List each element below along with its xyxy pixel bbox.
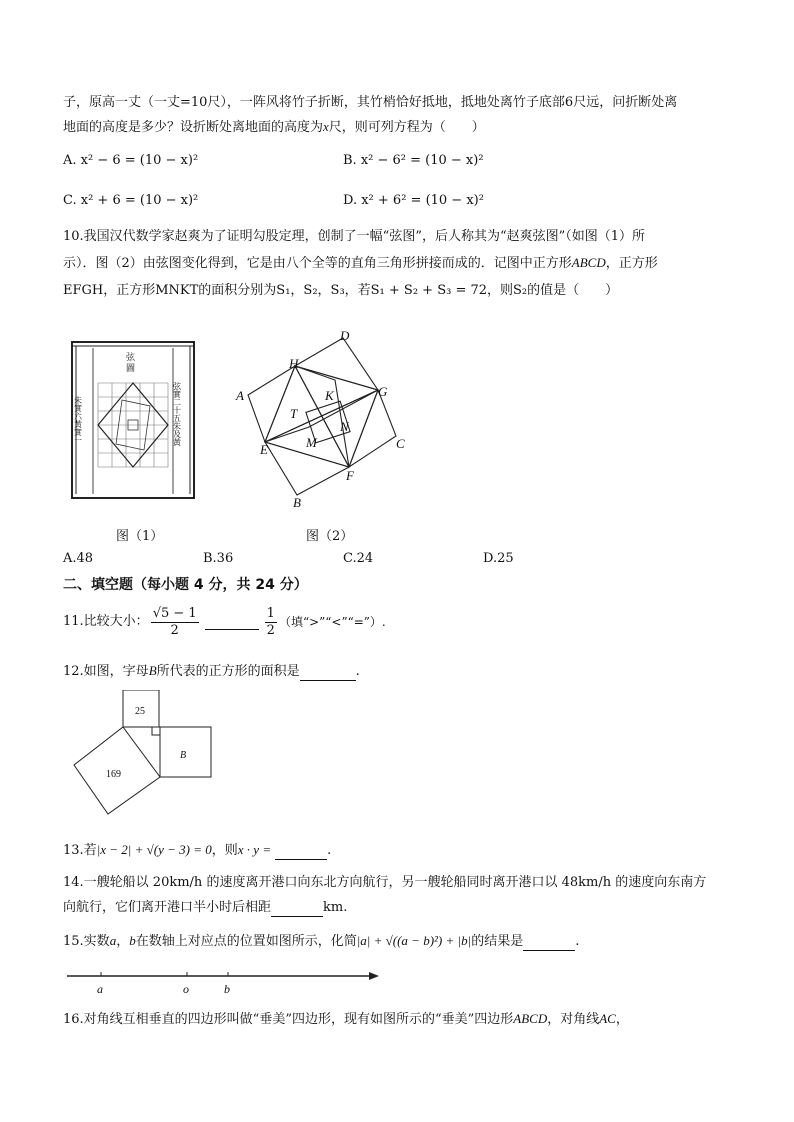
q12-stem: 12.如图，字母 [63,664,149,679]
q11-suffix: （填“>”“<”“=”）. [278,615,386,629]
q12-left-square-label: 169 [106,769,121,780]
q16-line [63,1010,629,1029]
q11-fraction-right-num: 1 [266,605,275,621]
q9-option-d: D. x² + 6² = (10 − x)² [343,193,484,208]
q16-end: ， [615,1012,629,1027]
q13-answer-blank[interactable] [275,845,327,860]
q11-prefix: 11.比较大小： [63,614,149,629]
q9-stem-line2 [63,118,485,137]
q16-text: 16.对角线互相垂直的四边形叫做“垂美”四边形，现有如图所示的“垂美”四边形 [63,1012,514,1027]
fig2-label-k: K [325,388,334,403]
fig2-label-a: A [236,388,244,403]
fig2-label-m: M [306,435,317,450]
q12-var: B [148,663,157,678]
q9-stem2-tail: 尺，则可列方程为（ ） [328,120,485,135]
q12-top-square-label: 25 [135,706,145,717]
q15-axis-b: b [224,982,230,996]
q15-end: . [575,934,580,949]
q15-axis-o: o [183,982,189,996]
q10-stem-line1: 10.我国汉代数学家赵爽为了证明勾股定理，创制了一幅“弦图”，后人称其为“赵爽弦图”（如图（1）所 [63,229,646,244]
q9-option-b: B. x² − 6² = (10 − x)² [343,153,484,168]
eight-triangle-square-figure [232,328,412,508]
fig2-label-n: N [340,419,349,434]
svg-text:圖: 圖 [126,363,136,373]
q15-expr: |a| + √((a − b)²) + |b| [356,933,472,948]
fig1-left-text: 朱實六黃實一 [73,396,83,444]
q9-stem2-var: x [323,119,329,134]
figure-2-caption: 图（2） [306,529,354,544]
fig2-label-b: B [293,495,301,508]
fig1-right-text: 弦實二十五朱及黃 [172,382,182,446]
q10-stem2-abcd: ABCD [571,255,606,270]
fig2-label-h: H [289,356,299,371]
q11-fraction-right [265,606,277,639]
q11-fraction-left-den: 2 [170,622,179,638]
q10-option-b: B.36 [203,551,234,566]
q10-stem-line3: EFGH，正方形MNKT的面积分别为S₁，S₂，S₃，若S₁ + S₂ + S₃ = 72，则S₂的值是（ ） [63,283,619,298]
q15-answer-blank[interactable] [523,936,575,951]
fig1-top-text: 弦 [126,352,136,362]
q14-line2 [63,899,347,917]
fig2-label-t: T [290,406,298,421]
q10-stem2-tail: ，正方形 [605,256,658,271]
fig2-label-c: C [396,436,405,451]
q12-answer-blank[interactable] [300,666,356,681]
q15-line [63,932,579,951]
q14-line2-tail: km. [323,900,348,915]
q10-option-d: D.25 [483,551,514,566]
figure-1-caption: 图（1） [116,529,164,544]
q15-b: b [129,933,136,948]
q14-line2-text: 向航行，它们离开港口半小时后相距 [63,900,272,915]
q12-line [63,662,360,681]
q12-right-square-label: B [180,750,187,761]
q13-mid: ，则 [211,843,238,858]
q9-option-a: A. x² − 6 = (10 − x)² [63,153,199,168]
zhao-shuang-chord-figure [70,338,196,500]
q11-fraction-left-num: √5 − 1 [152,605,197,621]
q16-ac: AC [599,1011,616,1026]
q16-mid: ，对角线 [547,1012,600,1027]
q13-end: . [327,843,332,858]
q13-prefix: 13.若 [63,843,97,858]
q14-line1: 14.一艘轮船以 20km/h 的速度离开港口向东北方向航行，另一艘轮船同时离开港口以 48km/h 的速度向东南方 [63,875,707,890]
q10-option-a: A.48 [63,551,94,566]
q10-option-c: C.24 [343,551,374,566]
fig2-label-g: G [378,384,388,399]
q12-tail: 所代表的正方形的面积是 [156,664,300,679]
q11-fraction-right-den: 2 [266,622,275,638]
q15-comma: ， [116,934,130,949]
fig2-label-f: F [346,468,354,483]
fig2-label-e: E [260,442,268,457]
q10-stem-line2 [63,254,658,273]
q15-tail: 的结果是 [471,934,524,949]
q15-mid: 在数轴上对应点的位置如图所示，化简 [135,934,357,949]
q9-option-c: C. x² + 6 = (10 − x)² [63,193,199,208]
q12-squares-figure [72,690,217,820]
q15-number-line [63,966,383,996]
fig2-label-d: D [340,328,350,343]
q9-stem-line1: 子，原高一丈（一丈=10尺），一阵风将竹子折断，其竹梢恰好抵地，抵地处离竹子底部6尺远，问折断处离 [63,95,678,110]
q11-answer-blank[interactable] [205,615,259,630]
q15-axis-a: a [97,982,103,996]
q11-fraction-left [151,606,199,639]
q12-end: . [355,664,360,679]
q13-expr: |x − 2| + √(y − 3) = 0 [96,842,212,857]
q10-stem2-text: 示）．图（2）由弦图变化得到，它是由八个全等的直角三角形拼接而成的．记图中正方形 [63,256,572,271]
q16-abcd: ABCD [513,1011,548,1026]
q14-answer-blank[interactable] [271,902,323,917]
q13-expr2: x · y = [237,842,272,857]
q15-a: a [109,933,117,948]
q15-stem: 15.实数 [63,934,110,949]
q11-line [63,602,386,642]
section-2-heading: 二、填空题（每小题 4 分，共 24 分） [63,577,308,593]
q13-line [63,841,331,860]
q9-stem2-text: 地面的高度是多少？设折断处离地面的高度为 [63,120,324,135]
